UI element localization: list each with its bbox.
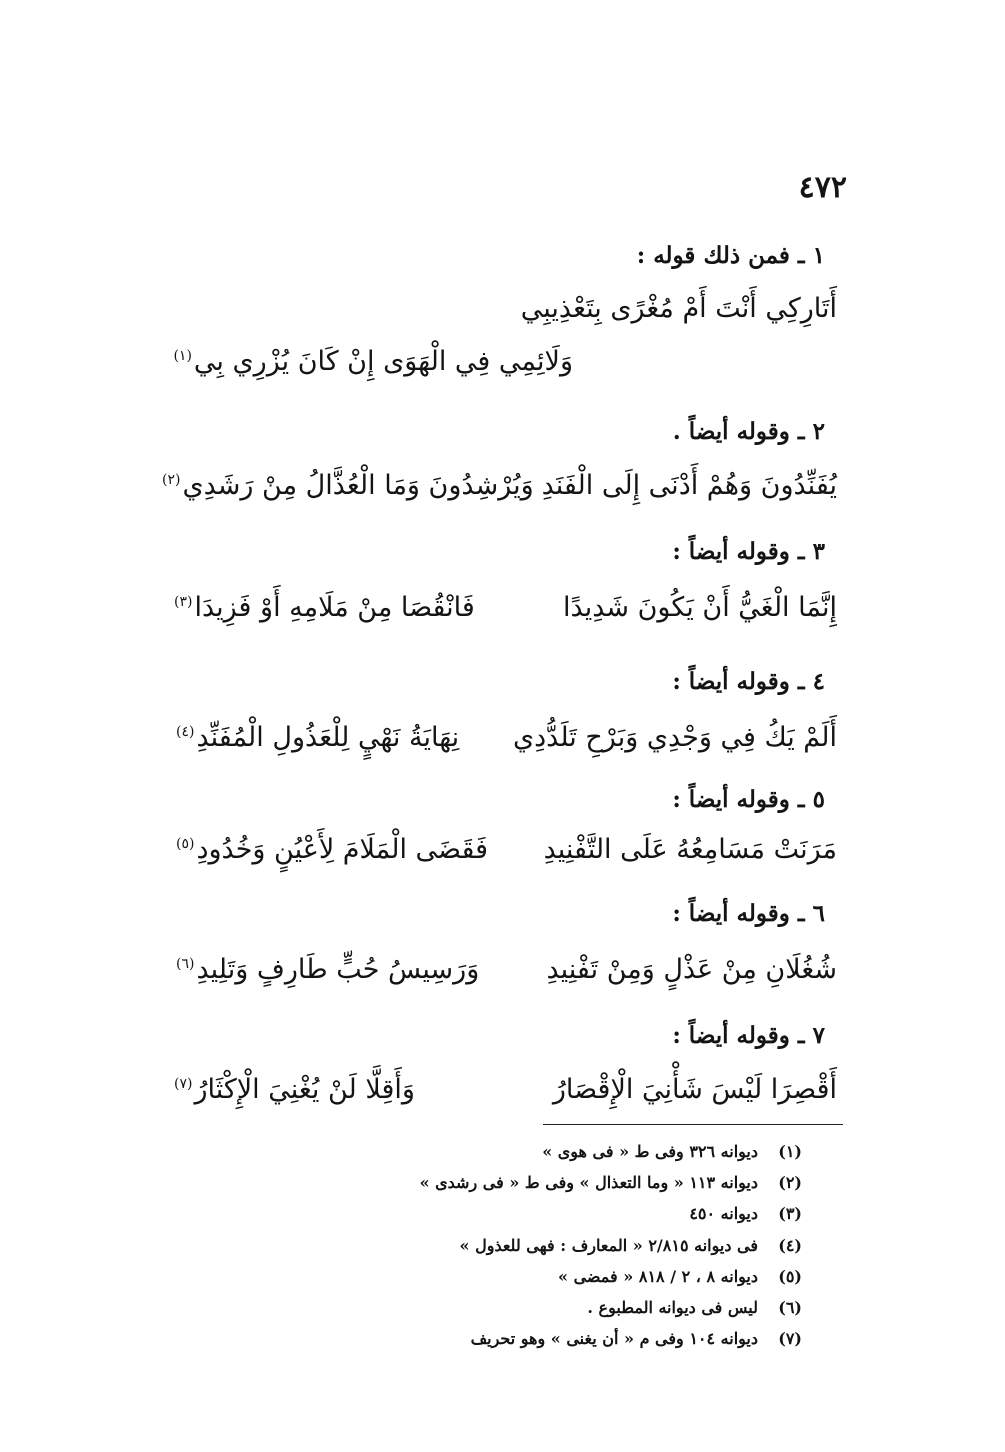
footnote-marker: (٤) — [176, 724, 195, 740]
footnote-text: ديوانه ١١٣ « وما التعذال » وفى ط « فى رشدى » — [419, 1173, 758, 1193]
verse-hemistich-left — [176, 954, 479, 985]
verse-text: وَيُرْشِدُونَ وَمَا الْعُذَّالُ مِنْ رَشَدِي — [182, 470, 534, 501]
footnote — [420, 1261, 802, 1292]
entry-heading: ١ ـ فمن ذلك قوله : — [636, 242, 825, 269]
verse-hemistich-right: شُغُلَانِ مِنْ عَذْلٍ وَمِنْ تَفْنِيدِ — [546, 954, 837, 985]
verse-hemistich-left — [176, 722, 459, 753]
footnotes — [420, 1136, 802, 1354]
footnote-text: ليس فى ديوانه المطبوع . — [587, 1297, 758, 1317]
entry-heading: ٦ ـ وقوله أيضاً : — [672, 900, 825, 927]
footnote-number: (٤) — [778, 1235, 802, 1255]
footnote-number: (٣) — [778, 1204, 802, 1224]
entry-heading: ٧ ـ وقوله أيضاً : — [672, 1022, 825, 1049]
verse-hemistich-right: يُفَنِّدُونَ وَهُمْ أَدْنَى إِلَى الْفَنَدِ — [541, 470, 837, 501]
footnote-text: فى ديوانه ٢/٨١٥ « المعارف : فهى للعذول » — [459, 1235, 758, 1255]
footnote-number: (٦) — [778, 1297, 802, 1317]
footnote — [420, 1323, 802, 1354]
verse-line — [173, 346, 573, 377]
footnote — [420, 1167, 802, 1198]
verse-hemistich-right: أَقْصِرَا لَيْسَ شَأْنِيَ الْإِقْصَارُ — [552, 1074, 837, 1105]
verse-text: فَقَضَى الْمَلَامَ لِأَعْيُنٍ وَخُدُودِ — [196, 834, 489, 865]
verse-text: وَرَسِيسُ حُبٍّ طَارِفٍ وَتَلِيدِ — [196, 954, 480, 985]
footnote — [420, 1136, 802, 1167]
verse-hemistich-left — [174, 1074, 415, 1105]
footnote — [420, 1292, 802, 1323]
footnote-number: (٧) — [778, 1329, 802, 1349]
entry-heading: ٢ ـ وقوله أيضاً . — [672, 418, 825, 445]
verse-text: نِهَايَةُ نَهْيٍ لِلْعَذُولِ الْمُفَنِّدِ — [196, 722, 460, 753]
footnote-number: (٢) — [778, 1173, 802, 1193]
footnote — [420, 1198, 802, 1229]
footnote — [420, 1230, 802, 1261]
footnote-marker: (٣) — [174, 594, 193, 610]
footnote-text: ديوانه ٤٥٠ — [689, 1204, 758, 1224]
verse-hemistich-right: إِنَّمَا الْغَيُّ أَنْ يَكُونَ شَدِيدًا — [563, 592, 837, 623]
verse-text: وَلَائِمِي فِي الْهَوَى إِنْ كَانَ يُزْرِي بِي — [193, 346, 573, 377]
verse-hemistich-left — [162, 470, 534, 501]
footnote-marker: (٢) — [162, 472, 181, 488]
footnote-text: ديوانه ٨ ، ٢ / ٨١٨ « فمضى » — [558, 1266, 758, 1286]
footnote-marker: (١) — [173, 348, 192, 364]
verse-text: وَأَقِلَّا لَنْ يُغْنِيَ الْإِكْثَارُ — [194, 1074, 415, 1105]
footnote-text: ديوانه ١٠٤ وفى م « أن يغنى » وهو تحريف — [470, 1329, 758, 1349]
page-number: ٤٧٢ — [798, 170, 847, 205]
footnote-marker: (٦) — [176, 956, 195, 972]
footnote-marker: (٥) — [176, 836, 195, 852]
footnote-divider — [543, 1124, 843, 1125]
verse-text: فَانْقُصَا مِنْ مَلَامِهِ أَوْ فَزِيدَا — [194, 592, 475, 623]
verse-hemistich-right: أَلَمْ يَكُ فِي وَجْدِي وَبَرْحِ تَلَدُّدِي — [513, 722, 837, 753]
entry-heading: ٣ ـ وقوله أيضاً : — [672, 538, 825, 565]
entry-heading: ٥ ـ وقوله أيضاً : — [672, 786, 825, 813]
verse-hemistich-left — [176, 834, 488, 865]
verse-line — [521, 293, 837, 324]
entry-heading: ٤ ـ وقوله أيضاً : — [672, 668, 825, 695]
footnote-number: (٥) — [778, 1266, 802, 1286]
footnote-number: (١) — [778, 1142, 802, 1161]
footnote-marker: (٧) — [174, 1076, 193, 1092]
verse-hemistich-left — [174, 592, 475, 623]
verse-text: أَتَارِكِي أَنْتَ أَمْ مُغْرًى بِتَعْذِيبِي — [520, 293, 837, 324]
footnote-text: ديوانه ٣٢٦ وفى ط « فى هوى » — [542, 1142, 758, 1161]
verse-hemistich-right: مَرَنَتْ مَسَامِعُهُ عَلَى التَّفْنِيدِ — [543, 834, 837, 865]
